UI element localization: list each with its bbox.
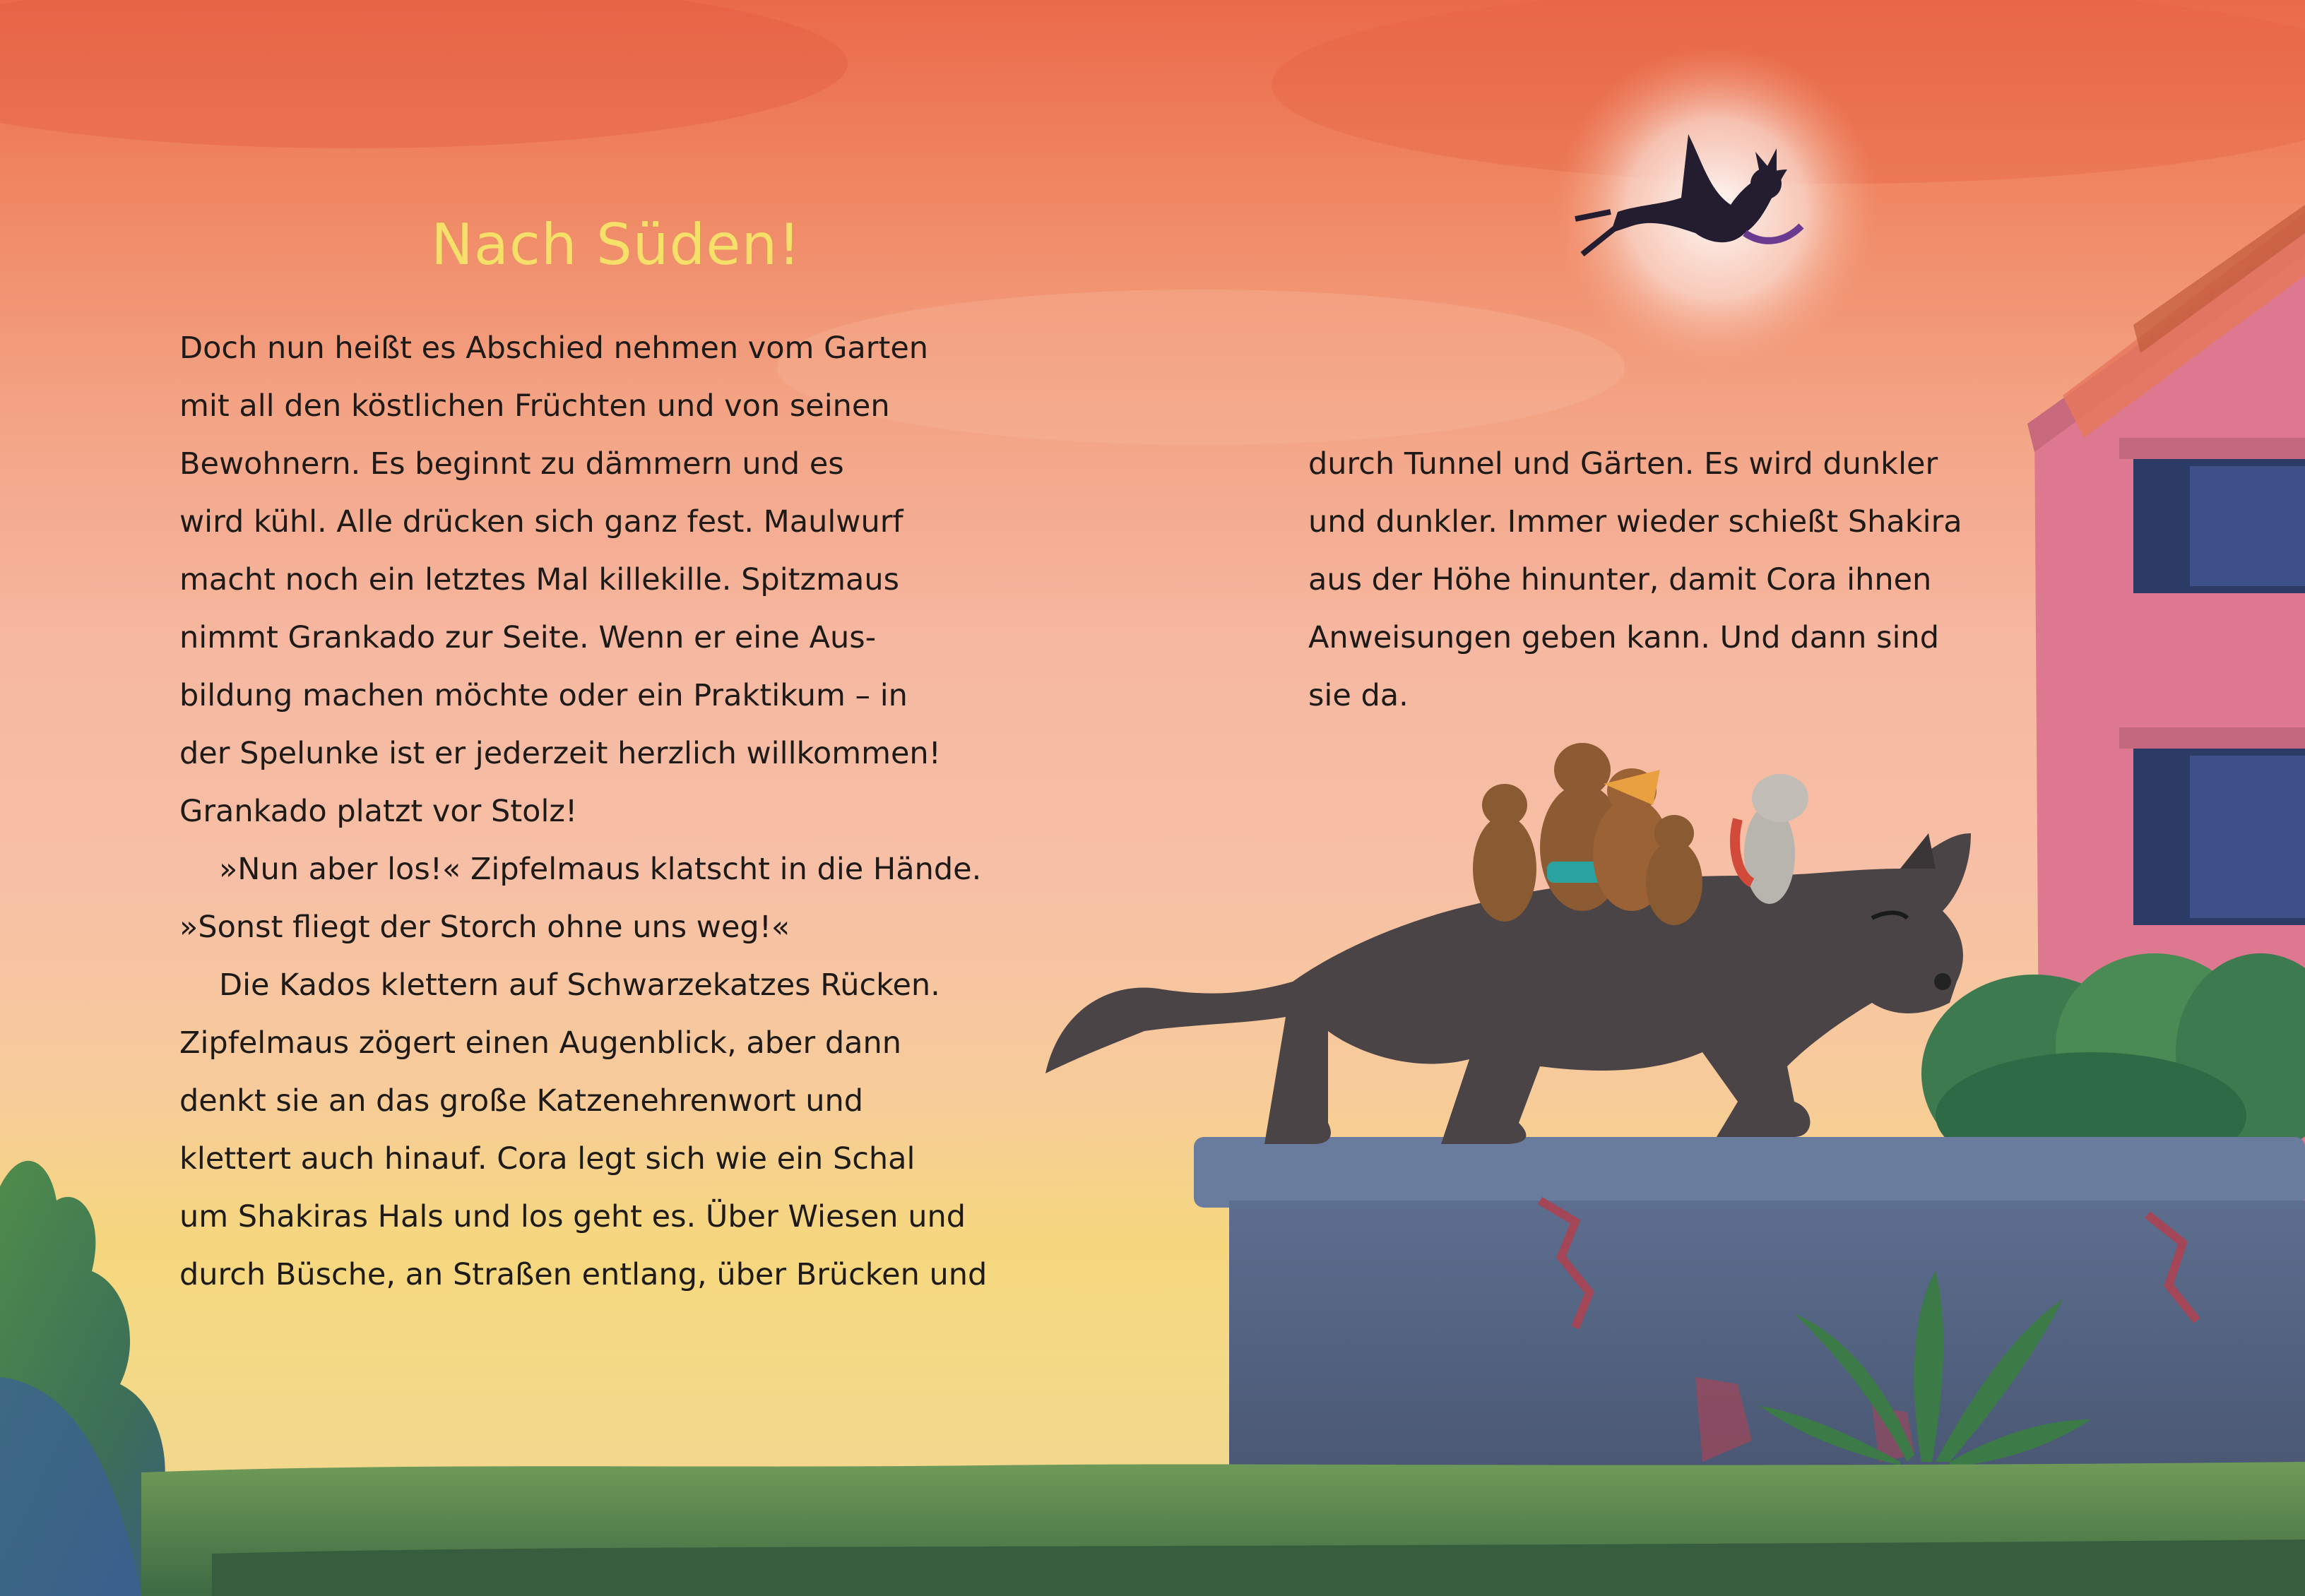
text-line: bildung machen möchte oder ein Praktikum – in [179,678,908,713]
text-line: aus der Höhe hinunter, damit Cora ihnen [1308,562,1932,597]
text-line: »Sonst fliegt der Storch ohne uns weg!« [179,910,790,945]
text-line: Bewohnern. Es beginnt zu dämmern und es [179,446,844,482]
text-line: denkt sie an das große Katzenehrenwort und [179,1083,864,1119]
text-column-right [1308,435,1962,725]
chapter-title: Nach Süden! [431,212,802,278]
text-line: der Spelunke ist er jederzeit herzlich willkommen! [179,736,941,771]
text-line: klettert auch hinauf. Cora legt sich wie ein Schal [179,1141,916,1177]
text-line: mit all den köstlichen Früchten und von seinen [179,388,890,424]
text-line: Doch nun heißt es Abschied nehmen vom Garten [179,330,929,366]
text-line: Anweisungen geben kann. Und dann sind [1308,620,1939,655]
text-line: »Nun aber los!« Zipfelmaus klatscht in die Hände. [219,852,982,887]
grass [141,1462,2305,1596]
text-line: Die Kados klettern auf Schwarzekatzes Rücken. [219,967,940,1003]
mice-group-icon [1473,743,1808,925]
wall-icon [1194,1137,2305,1469]
text-line: um Shakiras Hals und los geht es. Über Wiesen und [179,1199,966,1234]
text-column-left [179,319,987,1304]
text-line: nimmt Grankado zur Seite. Wenn er eine Aus- [179,620,877,655]
text-line: Zipfelmaus zögert einen Augenblick, aber dann [179,1025,902,1061]
text-line: und dunkler. Immer wieder schießt Shakira [1308,504,1962,540]
text-line: Grankado platzt vor Stolz! [179,794,578,829]
text-line: macht noch ein letztes Mal killekille. Spitzmaus [179,562,899,597]
text-line: durch Büsche, an Straßen entlang, über Brücken und [179,1257,988,1292]
text-line: sie da. [1308,678,1409,713]
text-line: durch Tunnel und Gärten. Es wird dunkler [1308,446,1938,482]
text-line: wird kühl. Alle drücken sich ganz fest. Maulwurf [179,504,903,540]
